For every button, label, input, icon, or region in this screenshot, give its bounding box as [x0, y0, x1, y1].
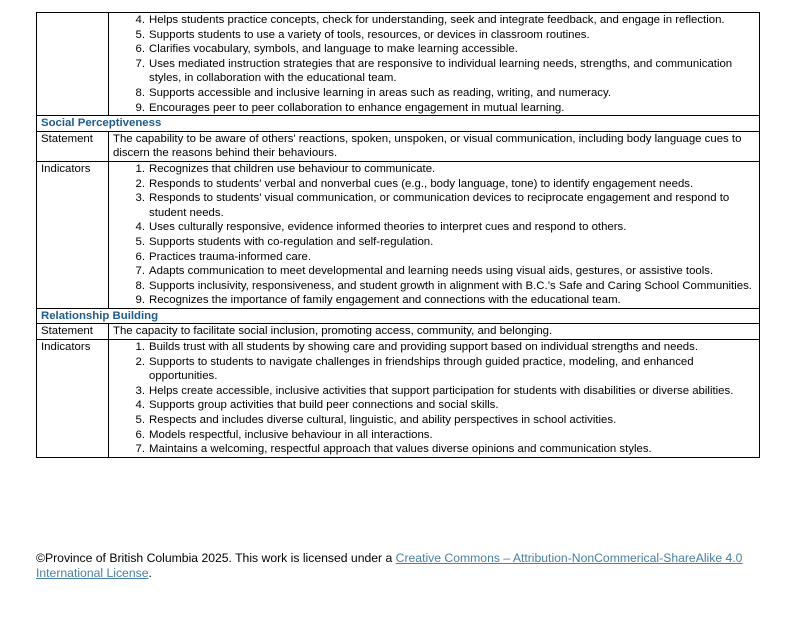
item-number: 9. [135, 101, 145, 114]
item-text: Models respectful, inclusive behaviour in all interactions. [149, 428, 433, 441]
list-item [135, 191, 755, 220]
table-row [37, 116, 760, 132]
indicator-list [113, 340, 755, 457]
statement-label: Statement [37, 131, 109, 161]
item-text: Supports inclusivity, responsiveness, and student growth in alignment with B.C.’s Safe and Caring School Communities. [149, 279, 752, 292]
item-number: 8. [135, 279, 145, 292]
competency-table [36, 12, 760, 458]
item-text: Supports to students to navigate challenges in friendships through guided practice, modeling, and enhanced opportunities. [149, 355, 694, 383]
item-text: Uses culturally responsive, evidence informed theories to interpret cues and respond to others. [149, 221, 627, 234]
item-text: Uses mediated instruction strategies that are responsive to individual learning needs, strengths, and communication styles, in collaboration with the educational team. [149, 57, 733, 85]
item-number: 5. [135, 414, 145, 427]
statement-text: The capability to be aware of others' reactions, spoken, unspoken, or visual communication, including body language cues to discern the reasons behind their behaviours. [109, 131, 760, 161]
list-item [135, 220, 755, 235]
item-text: Adapts communication to meet developmental and learning needs using visual aids, gestures, or assistive tools. [149, 265, 714, 278]
footer-end: . [148, 566, 152, 580]
item-number: 3. [135, 192, 145, 205]
item-text: Supports accessible and inclusive learning in areas such as reading, writing, and numeracy. [149, 86, 611, 99]
table-row [37, 161, 760, 308]
list-item [135, 86, 755, 101]
item-number: 1. [135, 341, 145, 354]
item-number: 1. [135, 162, 145, 175]
list-item [135, 428, 755, 443]
item-text: Recognizes that children use behaviour to communicate. [149, 162, 436, 175]
section-heading: Social Perceptiveness [37, 116, 760, 132]
item-number: 6. [135, 428, 145, 441]
item-text: Practices trauma-informed care. [149, 250, 312, 263]
item-text: Responds to students’ visual communication, or communication devices to reciprocate engagement and respond to student needs. [149, 192, 730, 219]
item-text: Maintains a welcoming, respectful approach that values diverse opinions and communication styles. [149, 443, 652, 456]
indicators-label: Indicators [37, 161, 109, 308]
list-item [135, 355, 755, 384]
license-footer [36, 551, 766, 581]
indicators-label: Indicators [37, 340, 109, 458]
list-item [135, 57, 755, 86]
item-text: Encourages peer to peer collaboration to enhance engagement in mutual learning. [149, 101, 565, 114]
list-item [135, 162, 755, 177]
list-item [135, 398, 755, 413]
item-number: 7. [135, 443, 145, 456]
item-text: Supports students to use a variety of tools, resources, or devices in classroom routines. [149, 28, 590, 41]
table-row [37, 308, 760, 324]
item-text: Supports students with co-regulation and self-regulation. [149, 235, 434, 248]
item-text: Respects and includes diverse cultural, linguistic, and ability perspectives in school activities. [149, 414, 617, 427]
item-number: 5. [135, 235, 145, 248]
empty-label-cell [37, 13, 109, 116]
item-number: 4. [135, 221, 145, 234]
indicators-cell [109, 161, 760, 308]
list-item [135, 42, 755, 57]
list-item [135, 293, 755, 308]
item-text: Responds to students’ verbal and nonverbal cues (e.g., body language, tone) to identify engagement needs. [149, 177, 694, 190]
item-number: 2. [135, 177, 145, 190]
section-heading: Relationship Building [37, 308, 760, 324]
item-text: Recognizes the importance of family engagement and connections with the educational team. [149, 294, 621, 307]
item-text: Clarifies vocabulary, symbols, and language to make learning accessible. [149, 43, 518, 56]
item-number: 4. [135, 399, 145, 412]
table-row [37, 340, 760, 458]
list-item [135, 340, 755, 355]
item-number: 6. [135, 250, 145, 263]
item-number: 7. [135, 265, 145, 278]
item-number: 4. [135, 14, 145, 26]
list-item [135, 235, 755, 250]
list-item [135, 250, 755, 265]
statement-text: The capacity to facilitate social inclusion, promoting access, community, and belonging. [109, 324, 760, 340]
item-number: 9. [135, 294, 145, 307]
copyright-text: ©Province of British Columbia 2025. This work is licensed under a [36, 551, 396, 565]
item-number: 5. [135, 28, 145, 41]
item-number: 8. [135, 86, 145, 99]
list-item [135, 413, 755, 428]
statement-label: Statement [37, 324, 109, 340]
list-item [135, 13, 755, 28]
item-text: Helps create accessible, inclusive activities that support participation for students with disabilities or diverse abilities. [149, 384, 734, 397]
item-text: Helps students practice concepts, check for understanding, seek and integrate feedback, and engage in reflection. [149, 14, 725, 26]
list-item [135, 279, 755, 294]
indicator-list [113, 162, 755, 308]
item-number: 2. [135, 355, 145, 368]
list-item [135, 442, 755, 457]
list-item [135, 28, 755, 43]
item-number: 6. [135, 43, 145, 56]
list-item [135, 177, 755, 192]
list-item [135, 264, 755, 279]
item-text: Builds trust with all students by showing care and providing support based on individual strengths and needs. [149, 341, 698, 354]
list-item [135, 384, 755, 399]
indicators-cell [109, 13, 760, 116]
table-row [37, 324, 760, 340]
table-row [37, 13, 760, 116]
list-item [135, 101, 755, 116]
item-number: 7. [135, 57, 145, 70]
item-number: 3. [135, 384, 145, 397]
table-row [37, 131, 760, 161]
license-link[interactable]: Creative Commons – Attribution-NonCommerical-ShareAlike 4.0 International License [36, 551, 743, 580]
indicator-list [113, 13, 755, 115]
indicators-cell [109, 340, 760, 458]
item-text: Supports group activities that build peer connections and social skills. [149, 399, 499, 412]
